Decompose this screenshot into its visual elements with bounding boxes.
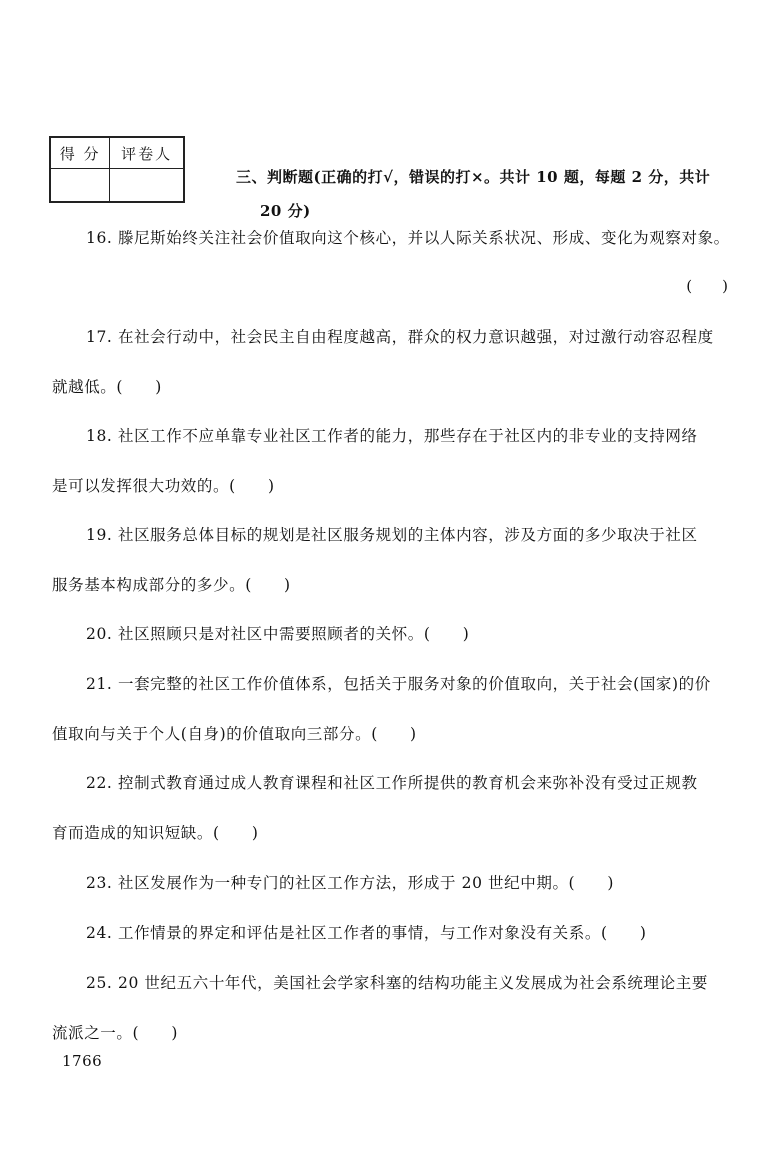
question-text: 25. 20 世纪五六十年代，美国社会学家科塞的结构功能主义发展成为社会系统理论主要 [86,974,708,992]
question-text: 19. 社区服务总体目标的规划是社区服务规划的主体内容，涉及方面的多少取决于社区 [86,526,698,544]
question-21 [52,674,732,744]
question-text: 22. 控制式教育通过成人教育课程和社区工作所提供的教育机会来弥补没有受过正规教 [86,774,698,792]
section-title-line1: 三、判断题(正确的打√，错误的打×。共计 10 题，每题 2 分，共计 [236,168,711,186]
grader-header: 评卷人 [110,137,184,169]
question-16 [52,228,732,248]
question-text-cont: 值取向与关于个人(自身)的价值取向三部分。( ) [52,725,417,743]
question-text-cont: 服务基本构成部分的多少。( ) [52,576,291,594]
question-text: 17. 在社会行动中，社会民主自由程度越高，群众的权力意识越强，对过激行动容忍程度 [86,328,714,346]
score-table [49,136,185,203]
question-text: 21. 一套完整的社区工作价值体系，包括关于服务对象的价值取向，关于社会(国家)的价 [86,675,711,693]
section-title [236,160,736,228]
score-header: 得 分 [50,137,110,169]
question-18 [52,426,732,496]
question-text: 20. 社区照顾只是对社区中需要照顾者的关怀。( ) [86,625,470,643]
question-24 [52,923,732,943]
question-text-cont: 就越低。( ) [52,378,162,396]
question-text-cont: 流派之一。( ) [52,1024,178,1042]
score-cell [50,169,110,203]
question-text-cont: 是可以发挥很大功效的。( ) [52,477,275,495]
question-25 [52,973,732,1043]
question-text: 24. 工作情景的界定和评估是社区工作者的事情，与工作对象没有关系。( ) [86,924,647,942]
answer-parentheses: ( ) [686,277,728,295]
page-number: 1766 [62,1052,103,1070]
question-19 [52,525,732,595]
section-title-line2: 20 分) [260,202,311,220]
question-23 [52,873,732,893]
question-text: 23. 社区发展作为一种专门的社区工作方法，形成于 20 世纪中期。( ) [86,874,615,892]
grader-cell [110,169,184,203]
question-text: 16. 滕尼斯始终关注社会价值取向这个核心，并以人际关系状况、形成、变化为观察对象。 [86,229,730,247]
question-17 [52,327,732,397]
question-text-cont: 育而造成的知识短缺。( ) [52,824,259,842]
question-20 [52,624,732,644]
question-22 [52,773,732,843]
question-text: 18. 社区工作不应单靠专业社区工作者的能力，那些存在于社区内的非专业的支持网络 [86,427,698,445]
